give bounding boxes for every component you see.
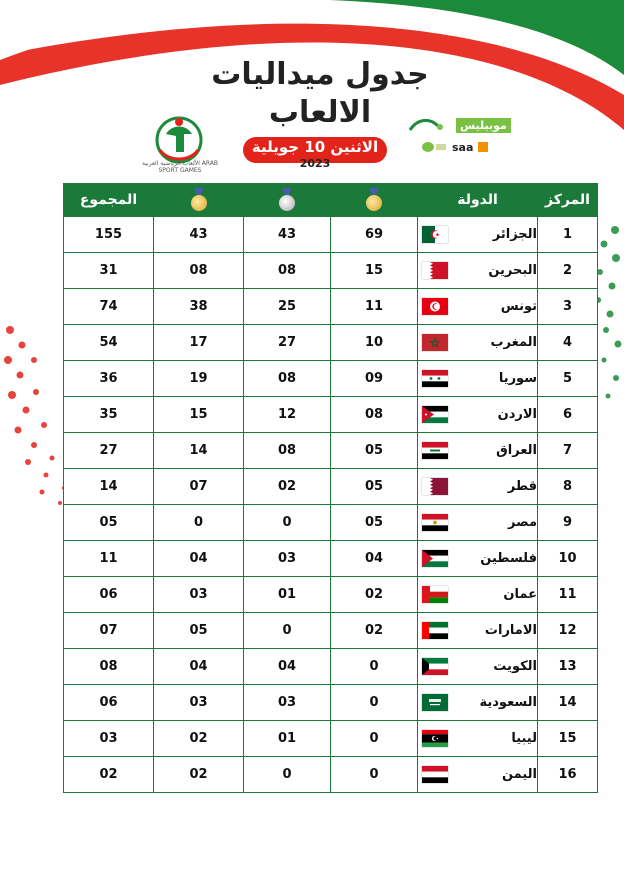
logo-caption: الألعاب الرياضية العربية ARAB SPORT GAMES [141,160,219,174]
flag-qatar-icon [422,478,448,495]
table-row [64,217,598,253]
gold-count: 08 [331,397,418,433]
country-name: الامارات [484,623,537,638]
table-row [64,361,598,397]
bronze-count: 04 [154,541,244,577]
flag-morocco-icon [422,334,448,351]
total-count: 36 [64,361,154,397]
table-header-row [64,184,598,217]
country-name: عمان [503,587,537,602]
country-name: الجزائر [492,227,537,242]
country-name: فلسطين [480,551,537,566]
flag-yemen-icon [422,766,448,783]
bronze-count: 04 [154,649,244,685]
table-row [64,541,598,577]
country-cell [418,397,538,433]
table-row [64,649,598,685]
header-country: الدولة [418,184,538,217]
flag-tunisia-icon [422,298,448,315]
flag-bahrain-icon [422,262,448,279]
gold-count: 15 [331,253,418,289]
table-row [64,397,598,433]
silver-count: 25 [244,289,331,325]
gold-count: 04 [331,541,418,577]
table-row [64,469,598,505]
table-row [64,685,598,721]
flag-saudi-icon [422,694,448,711]
bronze-count: 02 [154,721,244,757]
rank-cell: 2 [538,253,598,289]
table-row [64,433,598,469]
flag-kuwait-icon [422,658,448,675]
silver-count: 0 [244,613,331,649]
silver-count: 02 [244,469,331,505]
rank-cell: 13 [538,649,598,685]
country-cell [418,577,538,613]
country-name: اليمن [501,767,537,782]
total-count: 07 [64,613,154,649]
table-row [64,253,598,289]
country-cell [418,433,538,469]
date-year: 2023 [299,157,331,170]
date-badge: الاثنين 10 جويلية [243,137,387,163]
country-cell [418,289,538,325]
total-count: 06 [64,577,154,613]
rank-cell: 12 [538,613,598,649]
total-count: 11 [64,541,154,577]
header-gold [331,184,418,217]
gold-count: 10 [331,325,418,361]
bronze-count: 38 [154,289,244,325]
country-name: البحرين [488,263,537,278]
page-title: جدول ميداليات [211,57,429,92]
total-count: 27 [64,433,154,469]
gold-count: 05 [331,469,418,505]
gold-count: 0 [331,757,418,793]
flag-iraq-icon [422,442,448,459]
silver-count: 0 [244,505,331,541]
sponsor-brand: موبيليس [456,118,511,133]
country-cell [418,217,538,253]
gold-count: 09 [331,361,418,397]
rank-cell: 7 [538,433,598,469]
gold-count: 11 [331,289,418,325]
sponsor-saa: saa [452,141,474,154]
table-row [64,289,598,325]
rank-cell: 15 [538,721,598,757]
gold-count: 05 [331,505,418,541]
rank-cell: 6 [538,397,598,433]
header-bronze [154,184,244,217]
gold-count: 0 [331,721,418,757]
country-name: مصر [508,515,537,530]
country-name: الاردن [497,407,537,422]
page-subtitle: الالعاب [268,95,372,130]
bronze-count: 15 [154,397,244,433]
sponsor-leaf-icon [420,140,448,154]
rank-cell: 16 [538,757,598,793]
country-cell [418,469,538,505]
country-name: ليبيا [511,731,537,746]
total-count: 31 [64,253,154,289]
silver-count: 08 [244,433,331,469]
country-name: قطر [507,479,537,494]
header-rank: المركز [538,184,598,217]
country-cell [418,685,538,721]
total-count: 08 [64,649,154,685]
flag-oman-icon [422,586,448,603]
country-cell [418,505,538,541]
bronze-count: 03 [154,685,244,721]
country-cell [418,361,538,397]
country-name: الكويت [493,659,537,674]
silver-count: 12 [244,397,331,433]
bronze-count: 0 [154,505,244,541]
rank-cell: 3 [538,289,598,325]
bronze-count: 43 [154,217,244,253]
silver-medal-icon [279,195,295,211]
flag-egypt-icon [422,514,448,531]
table-row [64,757,598,793]
bronze-count: 02 [154,757,244,793]
table-row [64,325,598,361]
gold-count: 02 [331,613,418,649]
silver-count: 43 [244,217,331,253]
silver-count: 01 [244,577,331,613]
country-cell [418,613,538,649]
bronze-count: 03 [154,577,244,613]
country-cell [418,325,538,361]
total-count: 03 [64,721,154,757]
country-cell [418,757,538,793]
rank-cell: 9 [538,505,598,541]
header-silver [244,184,331,217]
gold-count: 05 [331,433,418,469]
bronze-count: 08 [154,253,244,289]
country-name: تونس [500,299,537,314]
flag-syria-icon [422,370,448,387]
medal-table [63,183,598,793]
flag-uae-icon [422,622,448,639]
silver-count: 27 [244,325,331,361]
flag-algeria-icon [422,226,448,243]
sponsor-square-icon [478,142,488,152]
sponsor-logos [408,116,508,156]
silver-count: 04 [244,649,331,685]
total-count: 155 [64,217,154,253]
silver-count: 03 [244,541,331,577]
country-name: السعودية [479,695,537,710]
bronze-medal-icon [191,195,207,211]
total-count: 06 [64,685,154,721]
rank-cell: 14 [538,685,598,721]
gold-count: 0 [331,685,418,721]
table-row [64,505,598,541]
flag-libya-icon [422,730,448,747]
flag-palestine-icon [422,550,448,567]
country-cell [418,253,538,289]
country-name: العراق [496,443,537,458]
silver-count: 01 [244,721,331,757]
country-cell [418,649,538,685]
rank-cell: 5 [538,361,598,397]
bronze-count: 17 [154,325,244,361]
total-count: 02 [64,757,154,793]
country-cell [418,721,538,757]
total-count: 14 [64,469,154,505]
silver-count: 08 [244,361,331,397]
rank-cell: 10 [538,541,598,577]
country-name: سوريا [498,371,537,386]
total-count: 35 [64,397,154,433]
rank-cell: 4 [538,325,598,361]
gold-medal-icon [366,195,382,211]
gold-count: 69 [331,217,418,253]
rank-cell: 11 [538,577,598,613]
silver-count: 0 [244,757,331,793]
total-count: 05 [64,505,154,541]
silver-count: 03 [244,685,331,721]
total-count: 74 [64,289,154,325]
bronze-count: 14 [154,433,244,469]
total-count: 54 [64,325,154,361]
rank-cell: 1 [538,217,598,253]
gold-count: 02 [331,577,418,613]
country-name: المغرب [490,335,537,350]
flag-jordan-icon [422,406,448,423]
country-cell [418,541,538,577]
bronze-count: 07 [154,469,244,505]
bronze-count: 19 [154,361,244,397]
silver-count: 08 [244,253,331,289]
table-row [64,577,598,613]
header-total: المجموع [64,184,154,217]
table-row [64,613,598,649]
rank-cell: 8 [538,469,598,505]
sponsor-swirl-icon [408,118,448,134]
gold-count: 0 [331,649,418,685]
bronze-count: 05 [154,613,244,649]
table-row [64,721,598,757]
